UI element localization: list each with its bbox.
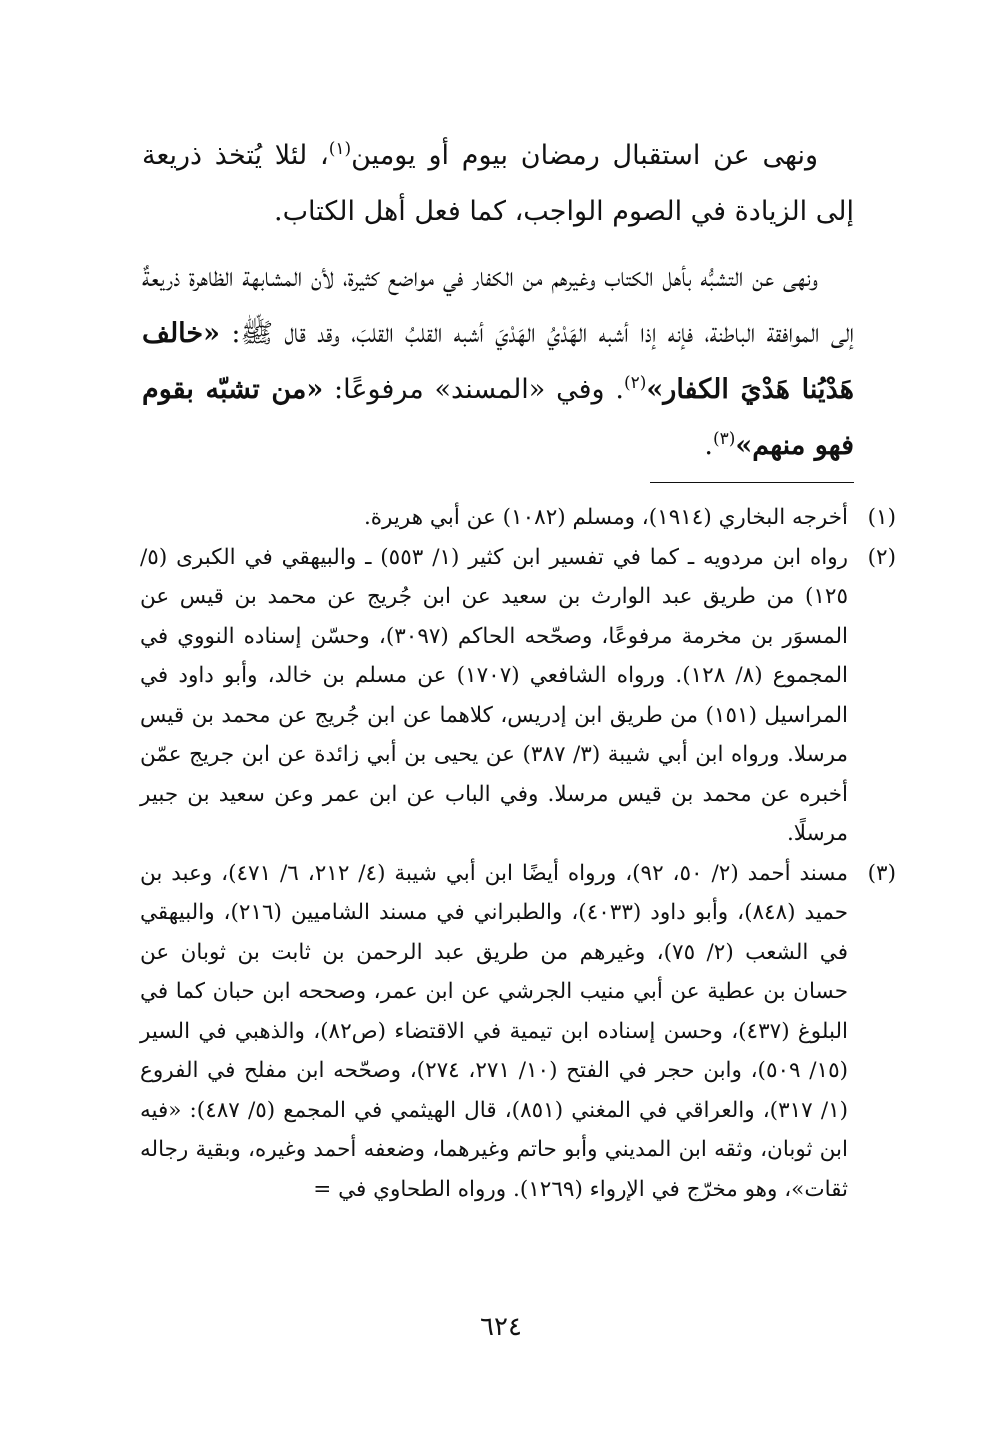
footnote-number: (٢) [867, 544, 896, 570]
footnote-ref-1[interactable]: (١) [328, 139, 352, 159]
hadith-quote-2: «من تشبّه بقوم فهو منهم» [142, 374, 854, 461]
footnote-1 [140, 498, 896, 538]
footnote-ref-3[interactable]: (٣) [712, 429, 736, 449]
footnote-separator [650, 482, 854, 483]
paragraph-2-tail: . [704, 430, 713, 461]
footnotes [140, 498, 896, 1209]
paragraph-2-text: ونهى عن التشبُّه بأهل الكتاب وغيرهم من الكفار في مواضع كثيرة، لأن المشابهة الظاهرة ذريعةٌ إلى الموافقة الباطنة، فإنه إذا أشبه الهَدْيُ الهَدْيَ أشبه القلبُ القلبَ، وقد قال ﷺ: [142, 262, 854, 349]
paragraph-1-text: ونهى عن استقبال رمضان بيوم أو يومين [351, 140, 818, 171]
footnote-number: (٣) [867, 860, 896, 886]
footnote-text: أخرجه البخاري (١٩١٤)، ومسلم (١٠٨٢) عن أبي هريرة. [363, 505, 848, 530]
footnote-text: رواه ابن مردويه ـ كما في تفسير ابن كثير (١/ ٥٥٣) ـ والبيهقي في الكبرى (٥/ ١٢٥) من طريق عبد الوارث بن سعيد عن ابن جُريج عن محمد بن قيس عن المسوَر بن مخرمة مرفوعًا، وصحّحه الحاكم (٣٠٩٧)، وحسّن إسناده النووي في المجموع (٨/ ١٢٨). ورواه الشافعي (١٧٠٧) عن مسلم بن خالد، وأبو داود في المراسيل (١٥١) من طريق ابن إدريس، كلاهما عن ابن جُريج عن محمد بن قيس مرسلا. ورواه ابن أبي شيبة (٣/ ٣٨٧) عن يحيى بن أبي زائدة عن ابن جريج عمّن أخبره عن محمد بن قيس مرسلا. وفي الباب عن ابن عمر وعن سعيد بن جبير مرسلًا. [140, 544, 849, 846]
paragraph-1-tail: ، لئلا يُتخذ ذريعة إلى الزيادة في الصوم الواجب، كما فعل أهل الكتاب. [142, 140, 854, 227]
page-number: ٦٢٤ [480, 1312, 522, 1342]
paragraph-2 [142, 250, 854, 474]
paragraph-2-text-2: . وفي «المسند» مرفوعًا: [323, 374, 624, 405]
footnote-ref-2[interactable]: (٢) [624, 373, 647, 393]
hadith-quote-1: «خالف هَدْيُنا هَدْيَ الكفار» [142, 318, 854, 405]
main-text [142, 128, 854, 474]
footnote-number: (١) [867, 505, 896, 530]
footnote-2 [140, 538, 896, 854]
paragraph-1 [142, 128, 854, 240]
footnote-3 [140, 854, 896, 1210]
footnote-text: مسند أحمد (٢/ ٥٠، ٩٢)، ورواه أيضًا ابن أبي شيبة (٤/ ٢١٢، ٦/ ٤٧١)، وعبد بن حميد (٨٤٨)، وأبو داود (٤٠٣٣)، والطبراني في مسند الشاميين (٢١٦)، والبيهقي في الشعب (٢/ ٧٥)، وغيرهم من طريق عبد الرحمن بن ثابت بن ثوبان عن حسان بن عطية عن أبي منيب الجرشي عن ابن عمر، وصححه ابن حبان كما في البلوغ (٤٣٧)، وحسن إسناده ابن تيمية في الاقتضاء (ص٨٢)، والذهبي في السير (١٥/ ٥٠٩)، وابن حجر في الفتح (١٠/ ٢٧١، ٢٧٤)، وصحّحه ابن مفلح في الفروع (١/ ٣١٧)، والعراقي في المغني (٨٥١)، قال الهيثمي في المجمع (٥/ ٤٨٧): «فيه ابن ثوبان، وثقه ابن المديني وأبو حاتم وغيرهما، وضعفه أحمد وغيره، وبقية رجاله ثقات»، وهو مخرّج في الإرواء (١٢٦٩). ورواه الطحاوي في = [140, 860, 849, 1202]
